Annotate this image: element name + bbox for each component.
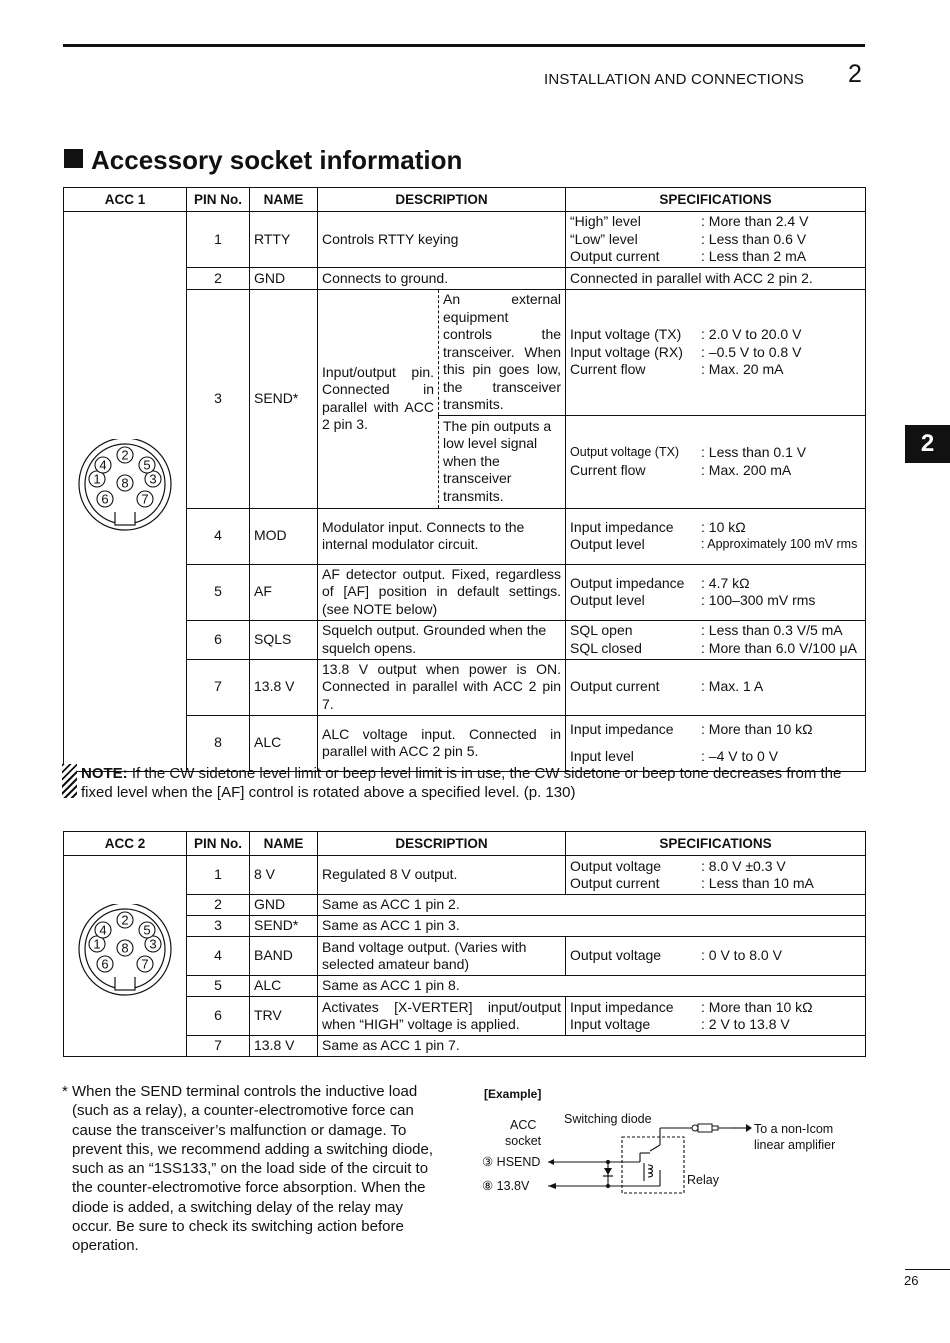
example-circuit-diagram bbox=[480, 1105, 850, 1205]
table-row: 5 ALC Same as ACC 1 pin 8. bbox=[64, 976, 866, 997]
v138-label: ⑧ 13.8V bbox=[482, 1179, 530, 1193]
col-specifications: SPECIFICATIONS bbox=[566, 188, 866, 212]
example-label: [Example] bbox=[484, 1087, 542, 1101]
acc1-header-row bbox=[64, 188, 866, 212]
amp-label-2: linear amplifier bbox=[754, 1138, 836, 1152]
table-row: 2 GND Same as ACC 1 pin 2. bbox=[64, 895, 866, 916]
socket-pin-label: 4 bbox=[99, 457, 107, 473]
table-row: 4 BAND Band voltage output. (Varies with selected amateur band) Output voltage : 0 V to 8.0 V bbox=[64, 937, 866, 976]
switching-diode-label: Switching diode bbox=[564, 1112, 652, 1126]
table-row: 6 TRV Activates [X-VERTER] input/output when “HIGH” voltage is applied. Input impedance : More than 10 kΩ Input voltage : 2 V to 13.8 V bbox=[64, 997, 866, 1036]
socket-pin-label: 3 bbox=[149, 936, 157, 952]
col-name: NAME bbox=[250, 188, 318, 212]
table-row: 7 13.8 V Same as ACC 1 pin 7. bbox=[64, 1036, 866, 1057]
footnote: * When the SEND terminal controls the inductive load (such as a relay), a counter-electromotive force can cause the transceiver’s malfunction or damage. To prevent this, we recommend adding a switching diode, such as an “1SS133,” on the load side of the circuit to the counter-electromotive force absorption. When the diode is added, a switching delay of the relay may occur. Be sure to check its switching action before operation. bbox=[62, 1083, 434, 1255]
header-rule bbox=[63, 44, 865, 47]
col-description: DESCRIPTION bbox=[318, 832, 566, 856]
table-row: 5 AF AF detector output. Fixed, regardless of [AF] position in default settings. (see NOTE below) Output impedance : 4.7 kΩ Output level : 100–300 mV rms bbox=[64, 564, 866, 620]
table-row: 1 2 3 4 5 6 7 8 1 8 V Regulated 8 V output. Output voltage : 8.0 V ±0.3 V Output current : Less than 10 mA bbox=[64, 856, 866, 895]
arrow-icon bbox=[548, 1183, 556, 1189]
socket-pin-label: 8 bbox=[121, 940, 129, 956]
socket-pin-label: 1 bbox=[93, 936, 101, 952]
hsend-label: ③ HSEND bbox=[482, 1155, 541, 1169]
table-row: 3 SEND* Same as ACC 1 pin 3. bbox=[64, 916, 866, 937]
table-row: 4 MOD Modulator input. Connects to the internal modulator circuit. Input impedance : 10 kΩ Output level : Approximately 100 mV rms bbox=[64, 508, 866, 564]
socket-pin-label: 4 bbox=[99, 922, 107, 938]
socket-pin-label: 2 bbox=[121, 447, 129, 463]
arrow-icon bbox=[548, 1159, 554, 1165]
din-socket-icon bbox=[75, 439, 175, 539]
acc2-table bbox=[63, 831, 866, 1057]
col-socket: ACC 2 bbox=[64, 832, 187, 856]
table-row: 6 SQLS Squelch output. Grounded when the squelch opens. SQL open : Less than 0.3 V/5 mA SQL closed : More than 6.0 V/100 μA bbox=[64, 620, 866, 659]
acc2-socket-cell bbox=[64, 856, 187, 1057]
note: NOTE: If the CW sidetone level limit or beep level limit is in use, the CW sidetone or beep tone decreases from the fixed level when the [AF] control is rotated above a specified level. (p. 130) bbox=[62, 764, 864, 802]
table-row: 1 2 3 4 5 6 7 8 1 RTTY Controls RTTY keying “High” level : More than 2.4 V “Low” level : Less than 0.6 V Output current : Less than 2 mA bbox=[64, 212, 866, 268]
socket-pin-label: 6 bbox=[101, 956, 109, 972]
socket-pin-label: 5 bbox=[143, 922, 151, 938]
socket-pin-label: 5 bbox=[143, 457, 151, 473]
socket-pin-label: 2 bbox=[121, 912, 129, 928]
page-number: 26 bbox=[904, 1273, 919, 1288]
diode-icon bbox=[604, 1168, 612, 1175]
amp-label-1: To a non-Icom bbox=[754, 1122, 834, 1136]
col-specifications: SPECIFICATIONS bbox=[566, 832, 866, 856]
table-row: The pin outputs a low level signal when the transceiver transmits. Output voltage (TX) : Less than 0.1 V Current flow : Max. 200 mA bbox=[64, 415, 866, 508]
acc1-table bbox=[63, 187, 866, 772]
table-row: 2 GND Connects to ground. Connected in parallel with ACC 2 pin 2. bbox=[64, 268, 866, 290]
page-number-rule bbox=[905, 1269, 950, 1270]
relay-label: Relay bbox=[687, 1173, 719, 1187]
table-row: 8 ALC ALC voltage input. Connected in parallel with ACC 2 pin 5. Input impedance : More than 10 kΩ Input level : –4 V to 0 V bbox=[64, 715, 866, 771]
chapter-tab: 2 bbox=[905, 425, 950, 463]
table-row: 7 13.8 V 13.8 V output when power is ON. Connected in parallel with ACC 2 pin 7. Output current : Max. 1 A bbox=[64, 659, 866, 715]
section-title: INSTALLATION AND CONNECTIONS bbox=[544, 71, 805, 88]
socket-pin-label: 1 bbox=[93, 471, 101, 487]
page-title: Accessory socket information bbox=[64, 145, 462, 176]
socket-pin-label: 6 bbox=[101, 491, 109, 507]
din-socket-icon bbox=[75, 904, 175, 1004]
socket-pin-label: 8 bbox=[121, 475, 129, 491]
col-pin: PIN No. bbox=[187, 832, 250, 856]
col-socket: ACC 1 bbox=[64, 188, 187, 212]
square-bullet-icon bbox=[64, 149, 83, 168]
socket-pin-label: 7 bbox=[141, 491, 149, 507]
col-description: DESCRIPTION bbox=[318, 188, 566, 212]
acc2-header-row bbox=[64, 832, 866, 856]
acc-label-1: ACC bbox=[510, 1118, 537, 1132]
socket-pin-label: 3 bbox=[149, 471, 157, 487]
col-name: NAME bbox=[250, 832, 318, 856]
acc1-socket-cell bbox=[64, 212, 187, 772]
socket-pin-label: 7 bbox=[141, 956, 149, 972]
plug-icon bbox=[692, 1125, 698, 1131]
arrow-icon bbox=[746, 1124, 752, 1132]
acc-label-2: socket bbox=[505, 1134, 542, 1148]
table-row: 3 SEND* Input/output pin. Connected in parallel with ACC 2 pin 3. An external equipment controls the transceiver. When this pin goes low, the transceiver transmits. Input voltage (TX) : 2.0 V to 20.0 V Input voltage (RX) : –0.5 V to 0.8 V Current flow : Max. 20 mA bbox=[64, 290, 866, 416]
chapter-number: 2 bbox=[848, 60, 862, 88]
note-hatch-icon bbox=[62, 764, 77, 798]
col-pin: PIN No. bbox=[187, 188, 250, 212]
